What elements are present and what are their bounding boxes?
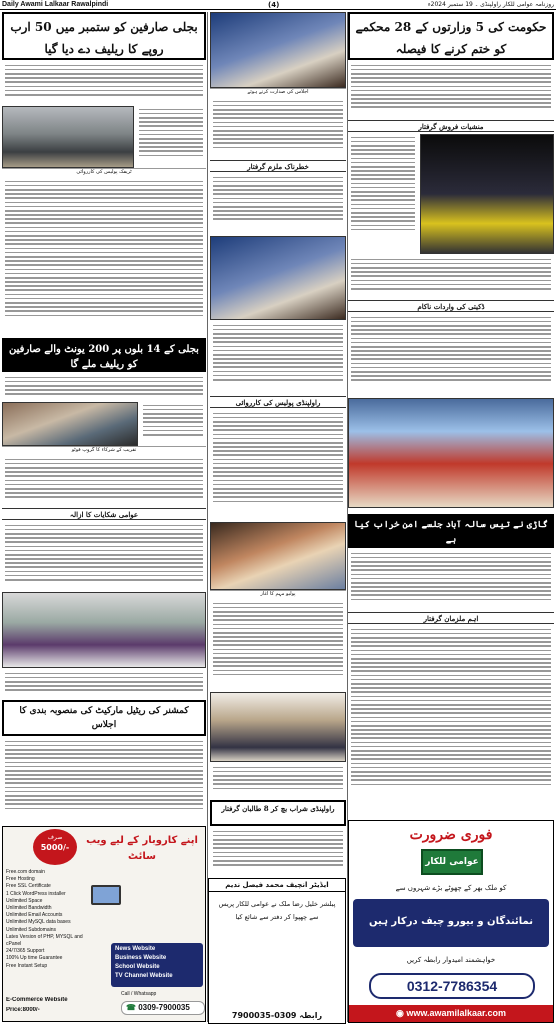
headline-center-bottom: راولپنڈی شراب بچ کر 8 طالبان گرفتار: [210, 800, 346, 826]
caption-traffic: ٹریفک پولیس کی کارروائی: [2, 168, 206, 176]
photo-traffic: [2, 106, 134, 168]
service-item: TV Channel Website: [115, 973, 173, 979]
photo-doctor: [210, 692, 346, 762]
subhead-right-2: ڈکیتی کی واردات ناکام: [348, 300, 554, 312]
article-center-1: [210, 98, 346, 158]
feature-item: Free Hosting: [6, 876, 35, 883]
subhead-left-1: عوامی شکایات کا ازالہ: [2, 508, 206, 520]
globe-icon: ◉: [395, 1008, 407, 1018]
photo-polio: [210, 522, 346, 590]
feature-list: [6, 869, 90, 969]
feature-item: Free Instant Setup: [6, 962, 48, 969]
page-number: (4): [268, 1, 280, 9]
editor-title: ایڈیٹر انچیف محمد فیصل ندیم: [209, 879, 345, 892]
article-left-4: [2, 374, 206, 400]
feature-item: Unlimited Space: [6, 897, 43, 904]
headline-left-bottom: کمشنر کی ریٹیل مارکیٹ کی منصوبہ بندی کا اجلاس: [2, 700, 206, 736]
website-ad: [2, 826, 206, 1022]
laptop-icon: [91, 885, 121, 905]
article-right-3: [348, 256, 554, 298]
feature-item: 1 Click WordPress installer: [6, 890, 66, 897]
article-center-7: [210, 828, 346, 876]
service-item: News Website: [115, 946, 156, 952]
article-right-1: [348, 62, 554, 118]
price-value: 5000/-: [40, 843, 70, 852]
article-left-8: [2, 670, 206, 698]
article-center-2: [210, 174, 346, 234]
ad-phone: ☎ 0309-7900035: [121, 1001, 205, 1015]
article-center-4: [210, 410, 346, 520]
ad-line-3: خواہشمند امیدوار رابطہ کریں: [406, 956, 496, 964]
ad-website: ◉ www.awamilalkaar.com: [349, 1005, 553, 1022]
photo-clinic-left: [2, 592, 206, 668]
recruitment-ad: [348, 820, 554, 1023]
subhead-right-3: اہم ملزمان گرفتار: [348, 612, 554, 624]
feature-item: Unlimited Email Accounts: [6, 912, 63, 919]
headline-right-mid: گاڑی نے تیس سالہ آباد جلسے امن خراب کیا ہے: [348, 514, 554, 548]
editor-phone: رابطہ 0309-7900035: [231, 1011, 323, 1020]
photo-meeting-mid: [210, 236, 346, 320]
article-left-5: [140, 402, 206, 446]
column-divider: [347, 12, 348, 1022]
article-center-3: [210, 322, 346, 394]
ad-headline: اپنے کاروبار کے لیے ویب سائٹ: [86, 835, 198, 862]
column-divider: [207, 12, 208, 1022]
photo-ceremony: [2, 402, 138, 446]
article-left-1: [2, 62, 206, 104]
services-list: [111, 943, 203, 987]
headline-left-mid: بجلی کے 14 بلوں پر 200 یونٹ والے صارفین کو ریلیف ملے گا: [2, 338, 206, 372]
article-right-2: [348, 134, 418, 254]
article-right-4: [348, 314, 554, 396]
price-badge: [33, 829, 77, 865]
photo-night-street: [420, 134, 554, 254]
feature-item: 24/7/365 Support: [6, 948, 45, 955]
headline-left-top: بجلی صارفین کو ستمبر میں 50 ارب روپے کا ریلیف دے دیا گیا: [2, 12, 206, 60]
feature-item: 100% Up time Guarantee: [6, 955, 63, 962]
ad-urgent: فوری ضرورت: [409, 827, 493, 843]
service-item: School Website: [115, 964, 160, 970]
photo-market: [348, 398, 554, 508]
feature-item: Unlimited Bandwidth: [6, 905, 52, 912]
subhead-center-1: خطرناک ملزم گرفتار: [210, 160, 346, 172]
caption-polio: پولیو مہم کا آغاز: [210, 590, 346, 598]
feature-item: Free.com domain: [6, 869, 45, 875]
ad-phone-right: 0312-7786354: [369, 973, 535, 999]
headline-right-top: حکومت کی 5 وزارتوں کے 28 محکمے کو ختم کرنے کا فیصلہ: [348, 12, 554, 60]
article-center-5: [210, 600, 346, 690]
photo-meeting-top: [210, 12, 346, 88]
feature-item: Lates Version of PHP, MYSQL and cPanel: [6, 933, 83, 948]
whatsapp-icon: ☎: [126, 1003, 139, 1012]
editor-body: پبلشر خلیل رضا ملک نے عوامی للکار پریس سے چھپوا کر دفتر سے شائع کیا: [218, 900, 336, 921]
feature-item: Free SSL Certificate: [6, 883, 51, 890]
masthead-date: روزنامہ عوامی للکار راولپنڈی ۔ 19 ستمبر 2024ء: [427, 1, 554, 8]
feature-item: Unlimited Subdomains: [6, 926, 57, 933]
article-left-2: [136, 106, 206, 168]
ecommerce-label: E-Commerce Website: [6, 997, 68, 1003]
ad-line-1: کو ملک بھر کے چھوٹے بڑے شہروں سے: [395, 884, 507, 892]
article-left-3: [2, 178, 206, 336]
feature-item: Unlimited MySQL data bases: [6, 919, 71, 926]
masthead-title: Daily Awami Lalkaar Rawalpindi: [2, 1, 109, 8]
subhead-right-1: منشیات فروش گرفتار: [348, 120, 554, 132]
ad-line-2: نمائندگان و بیورو چیف درکار ہیں: [353, 899, 549, 947]
article-right-6: [348, 626, 554, 818]
article-left-9: [2, 738, 206, 824]
masthead: [0, 0, 556, 10]
caption-meeting: اجلاس کی صدارت کرتے ہوئے: [210, 88, 346, 96]
article-center-6: [210, 764, 346, 798]
caption-ceremony: تقریب کے شرکاء کا گروپ فوٹو: [2, 446, 206, 454]
service-item: Business Website: [115, 955, 167, 961]
article-right-5: [348, 550, 554, 610]
call-label: Call / Whatsapp: [121, 991, 157, 997]
price-tag-label: صرف: [47, 834, 63, 841]
article-left-6: [2, 456, 206, 506]
ecommerce-price: Price:8000/-: [6, 1007, 40, 1013]
subhead-center-2: راولپنڈی پولیس کی کارروائی: [210, 396, 346, 408]
article-left-7: [2, 522, 206, 590]
editor-imprint: [208, 878, 346, 1024]
ad-brand-logo: عوامی للکار: [421, 849, 483, 875]
